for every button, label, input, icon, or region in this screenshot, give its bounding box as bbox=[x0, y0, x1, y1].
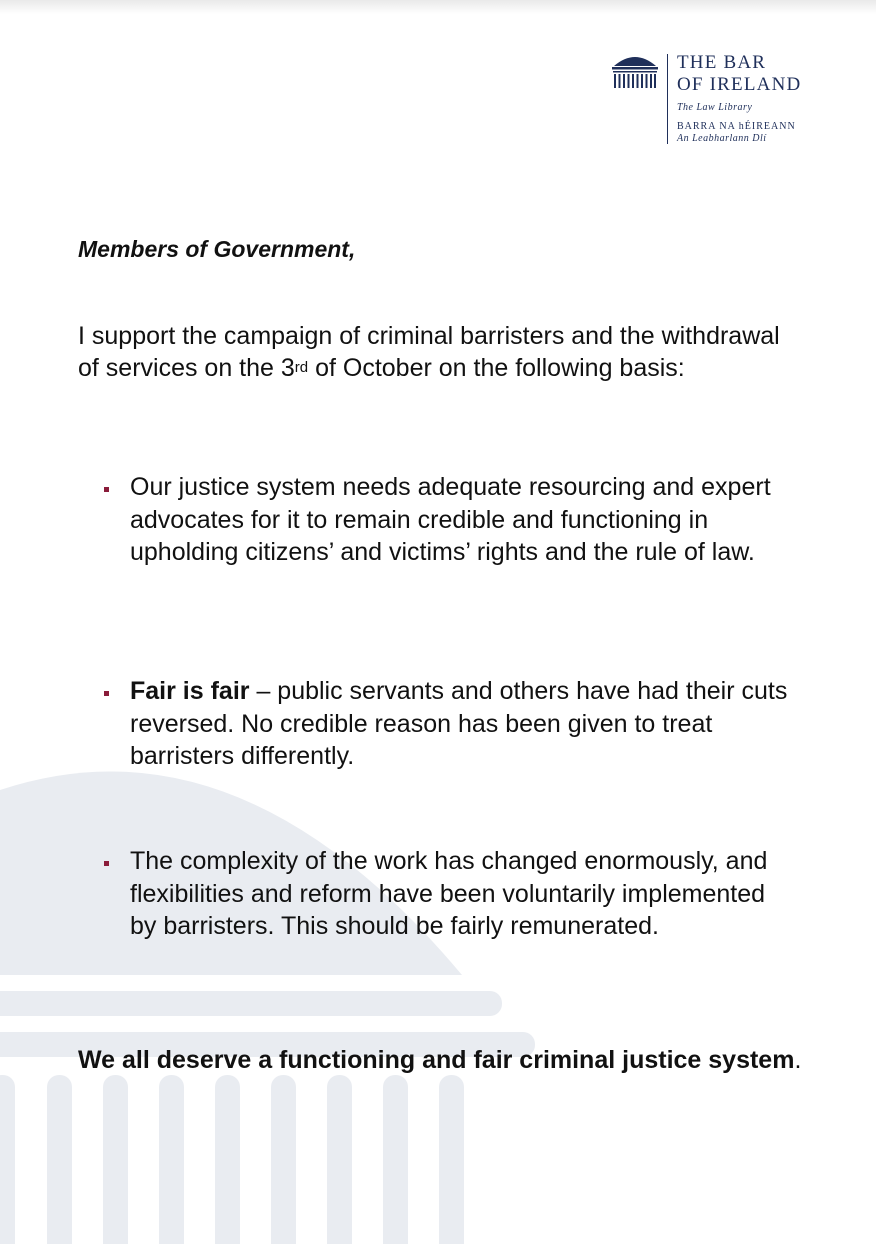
logo-text bbox=[677, 52, 801, 145]
salutation: Members of Government, bbox=[78, 236, 356, 262]
bullet-bold-lead: Fair is fair bbox=[130, 677, 250, 705]
bullet-body: The complexity of the work has changed enormously, and flexibilities and reform have been voluntarily implemented by barristers. This should be fairly remunerated. bbox=[130, 847, 768, 940]
bullet-square-icon bbox=[104, 691, 109, 696]
closing-statement bbox=[78, 1046, 801, 1075]
bar-of-ireland-logo bbox=[612, 52, 822, 148]
intro-text-start: I support the campaign of criminal barristers and the withdrawal of services on the 3 bbox=[78, 322, 780, 382]
closing-bold: We all deserve a functioning and fair criminal justice system bbox=[78, 1046, 795, 1074]
intro-superscript: rd bbox=[294, 359, 309, 376]
bullet-body: Our justice system needs adequate resourcing and expert advocates for it to remain credible and functioning in upholding citizens’ and victims’ rights and the rule of law. bbox=[130, 473, 771, 566]
logo-title-line2: OF IRELAND bbox=[677, 74, 802, 95]
logo-irish-subtitle: An Leabharlann Dlí bbox=[677, 133, 767, 144]
logo-subtitle: The Law Library bbox=[677, 102, 753, 113]
bullet-body: – public servants and others have had their cuts reversed. No credible reason has been given to treat barristers differently. bbox=[130, 677, 788, 770]
bullet-square-icon bbox=[104, 861, 109, 866]
intro-paragraph bbox=[78, 320, 798, 384]
bullet-text bbox=[130, 675, 798, 773]
logo-title-line1: THE BAR bbox=[677, 52, 767, 73]
bullet-text bbox=[130, 845, 798, 943]
bullet-text bbox=[130, 471, 798, 569]
closing-period: . bbox=[794, 1046, 802, 1074]
intro-text-end: of October on the following basis: bbox=[308, 354, 685, 382]
bullet-square-icon bbox=[104, 487, 109, 492]
logo-irish-title: BARRA NA hÉIREANN bbox=[677, 121, 796, 132]
logo-divider bbox=[667, 54, 668, 144]
law-library-dome-icon bbox=[612, 52, 658, 92]
